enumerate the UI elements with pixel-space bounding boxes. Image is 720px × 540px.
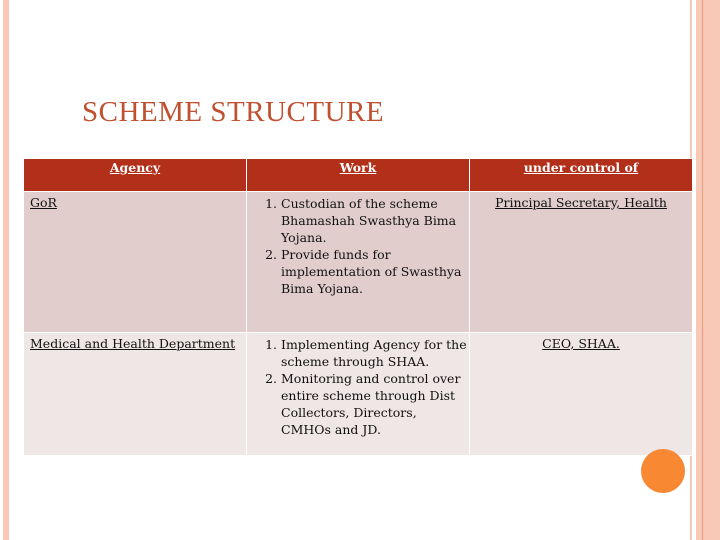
right-border-stripe (702, 0, 703, 540)
left-border-decoration (3, 0, 9, 540)
work-cell (247, 192, 470, 333)
work-list (247, 336, 469, 438)
right-border-band (696, 0, 720, 540)
work-item: 1. Custodian of the scheme Bhamashah Swasthya Bima Yojana. (281, 195, 469, 246)
work-item: 2. Provide funds for implementation of Swasthya Bima Yojana. (281, 246, 469, 297)
scheme-structure-table (23, 158, 693, 456)
work-list (247, 195, 469, 297)
agency-cell: GoR (24, 192, 247, 333)
orange-circle-decoration (641, 449, 685, 493)
agency-cell: Medical and Health Department (24, 333, 247, 456)
table-row (24, 333, 693, 456)
control-cell: CEO, SHAA. (470, 333, 693, 456)
header-work: Work (247, 159, 470, 192)
control-cell: Principal Secretary, Health (470, 192, 693, 333)
work-cell (247, 333, 470, 456)
header-agency: Agency (24, 159, 247, 192)
table-header-row (24, 159, 693, 192)
header-control: under control of (470, 159, 693, 192)
work-item: 1. Implementing Agency for the scheme through SHAA. (281, 336, 469, 370)
slide-title: SCHEME STRUCTURE (82, 96, 385, 128)
work-item: 2. Monitoring and control over entire scheme through Dist Collectors, Directors, CMHOs and JD. (281, 370, 469, 438)
table-row (24, 192, 693, 333)
